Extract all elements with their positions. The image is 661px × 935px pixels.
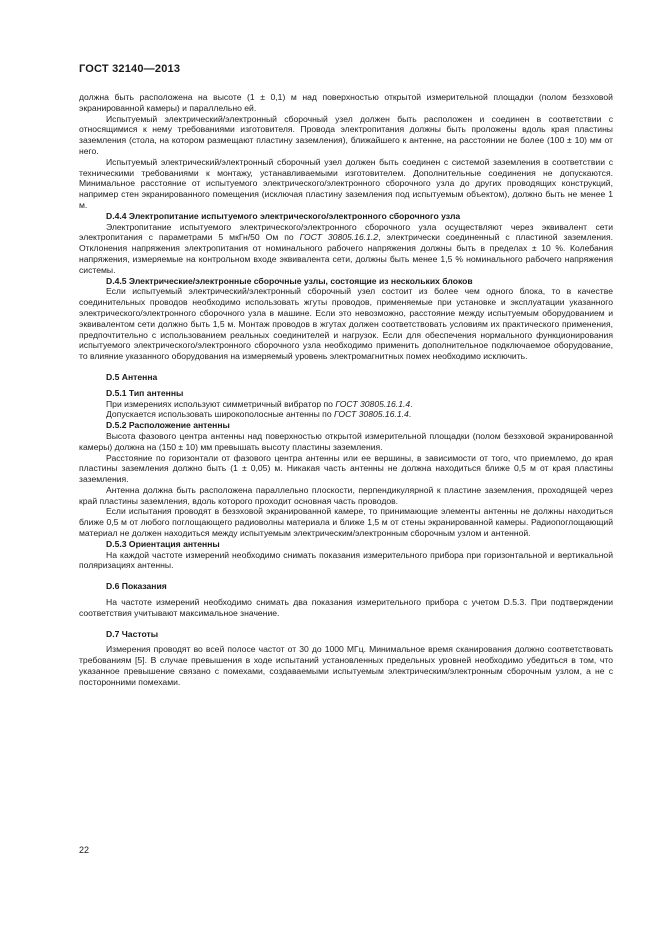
- standard-reference: ГОСТ 30805.16.1.2: [299, 232, 379, 243]
- section-heading-d4-5: D.4.5 Электрические/электронные сборочные узлы, состоящие из нескольких блоков: [106, 275, 473, 286]
- paragraph: Испытуемый электрический/электронный сборочный узел должен быть расположен и соединен в соответствии с относящимися к нему требованиями изготовителя. Провода электропитания должны быть проложены вдоль края пластины заземления (стола, на котором размещают пластину заземления), ближайшего к антенне, на расстоянии не более (100 ± 10) мм от него.: [79, 113, 613, 156]
- page-number: 22: [79, 845, 90, 855]
- paragraph: На каждой частоте измерений необходимо снимать показания измерительного прибора при горизонтальной и вертикальной поляризациях антенны.: [79, 549, 613, 571]
- section-heading-d5: D.5 Антенна: [106, 371, 158, 382]
- document-body: [79, 92, 613, 688]
- section-heading-d6: D.6 Показания: [106, 581, 167, 592]
- paragraph: Антенна должна быть расположена параллельно плоскости, перпендикулярной к пластине заземления, проходящей через край пластины заземления, вдоль которого проходит основная часть проводов.: [79, 484, 613, 506]
- paragraph: Допускается использовать широкополосные антенны по ГОСТ 30805.16.1.4.: [106, 409, 412, 420]
- paragraph: Высота фазового центра антенны над поверхностью открытой измерительной площадки (полом безэховой экранированной камеры) должна на (150 ± 10) мм превышать высоту пластины заземления.: [79, 430, 613, 452]
- paragraph: При измерениях используют симметричный вибратор по ГОСТ 30805.16.1.4.: [106, 398, 413, 409]
- paragraph: Измерения проводят во всей полосе частот от 30 до 1000 МГц. Минимальное время сканирования должно соответствовать требованиям [5]. В случае превышения в ходе испытаний установленных предельных уровней необходимо убедиться в том, что указанное превышение связано с помехами, создаваемыми испытуемым электрическим/электронным сборочным узлом, а не с посторонними помехами.: [79, 644, 613, 687]
- paragraph: Электропитание испытуемого электрического/электронного сборочного узла осуществляют через эквивалент сети электропитания с параметрами 5 мкГн/50 Ом по ГОСТ 30805.16.1.2, электрически соединенный с пластиной заземления. Отклонения напряжения электропитания от номинального рабочего напряжения должны быть в пределах ± 10 %. Колебания напряжения, измеряемые на контрольном входе эквивалента сети, должны быть менее 1,5 % номинального рабочего напряжения системы.: [79, 221, 614, 275]
- paragraph: Если испытуемый электрический/электронный сборочный узел состоит из более чем одного блока, то в качестве соединительных проводов необходимо использовать жгуты проводов, применяемые при установке и эксплуатации указанного электрического/электронного сборочного узла в машине. Если это невозможно, расстояние между испытуемым оборудованием и эквивалентом сети должно быть 1,5 м. Монтаж проводов в жгутах должен соответствовать условиям их практического применения, предпочтительно с использованием реальных соединителей и нагрузок. Если для обеспечения нормального функционирования испытуемого электрического/электронного сборочного узла необходимо применить дополнительное подключаемое оборудование, то влияние указанного оборудования на измеряемый уровень электромагнитных помех необходимо исключить.: [79, 286, 613, 362]
- section-heading-d4-4: D.4.4 Электропитание испытуемого электрического/электронного сборочного узла: [106, 210, 461, 221]
- section-heading-d5-1: D.5.1 Тип антенны: [106, 387, 184, 398]
- paragraph: Расстояние по горизонтали от фазового центра антенны или ее вершины, в зависимости от того, что приемлемо, до края пластины заземления должно быть (1 ± 0,05) м. Никакая часть антенны не должна находиться ближе 0,5 м от края пластины заземления.: [79, 452, 613, 485]
- standard-reference: ГОСТ 30805.16.1.4: [335, 398, 411, 409]
- section-heading-d5-2: D.5.2 Расположение антенны: [106, 420, 230, 431]
- section-heading-d5-3: D.5.3 Ориентация антенны: [106, 538, 220, 549]
- standard-header: ГОСТ 32140—2013: [79, 63, 181, 75]
- paragraph: Испытуемый электрический/электронный сборочный узел должен быть соединен с системой заземления в соответствии с техническими требованиями к монтажу, устанавливаемыми изготовителем. Дополнительные соединения не допускаются. Минимальное расстояние от испытуемого электрического/электронного сборочного узла до других проводящих конструкций, например стен экранированного помещения (исключая пластину заземления под испытуемым объектом), должно быть не менее 1 м.: [79, 156, 613, 210]
- paragraph: Если испытания проводят в безэховой экранированной камере, то принимающие элементы антенны не должны находиться ближе 0,5 м от любого поглощающего радиоволны материала и ближе 1,5 м от стены экранированной камеры. Радиопоглощающий материал не должен находиться между испытуемым электрическим/электронным сборочным узлом и антенной.: [79, 506, 613, 539]
- section-heading-d7: D.7 Частоты: [106, 628, 159, 639]
- standard-reference: ГОСТ 30805.16.1.4: [334, 409, 409, 420]
- paragraph: должна быть расположена на высоте (1 ± 0,1) м над поверхностью открытой измерительной площадки (полом безэховой экранированной камеры) и параллельно ей.: [79, 92, 613, 113]
- paragraph: На частоте измерений необходимо снимать два показания измерительного прибора с учетом D.5.3. При подтверждении соответствия учитывают максимальное значение.: [79, 597, 613, 618]
